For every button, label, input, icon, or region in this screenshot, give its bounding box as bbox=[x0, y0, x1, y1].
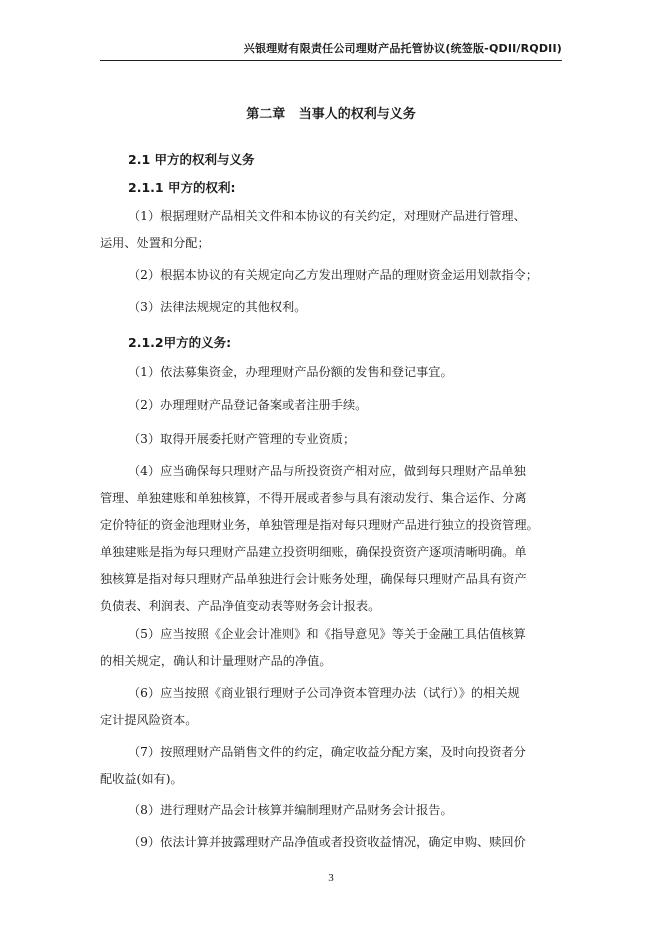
rights-paragraph-3 bbox=[100, 294, 565, 321]
text-line: （4）应当确保每只理财产品与所投资资产相对应，做到每只理财产品单独 bbox=[128, 464, 526, 478]
obligation-paragraph-8 bbox=[100, 797, 565, 824]
text-line: （8）进行理财产品会计核算并编制理财产品财务会计报告。 bbox=[128, 803, 453, 817]
text-line: 独核算是指对每只理财产品单独进行会计账务处理，确保每只理财产品具有资产 bbox=[100, 572, 527, 586]
rights-paragraph-2 bbox=[100, 262, 565, 289]
text-line: （1）依法募集资金，办理理财产品份额的发售和登记事宜。 bbox=[128, 365, 453, 379]
text-line: 运用、处置和分配； bbox=[100, 236, 210, 250]
section-heading-2-1-1: 2.1.1 甲方的权利: bbox=[128, 180, 236, 195]
obligation-paragraph-9 bbox=[100, 829, 565, 856]
text-line: 单独建账是指为每只理财产品建立投资明细账，确保投资资产逐项清晰明确。单 bbox=[100, 545, 527, 559]
section-heading-2-1-2: 2.1.2甲方的义务: bbox=[128, 335, 232, 350]
section-heading-2-1: 2.1 甲方的权利与义务 bbox=[128, 152, 255, 167]
text-line: （7）按照理财产品销售文件的约定，确定收益分配方案，及时向投资者分 bbox=[128, 745, 526, 759]
rights-paragraph-1 bbox=[100, 203, 565, 257]
text-line: 定价特征的资金池理财业务，单独管理是指对每只理财产品进行独立的投资管理。 bbox=[100, 518, 539, 532]
obligation-paragraph-6 bbox=[100, 680, 565, 734]
text-line: （3）取得开展委托财产管理的专业资质； bbox=[128, 432, 356, 446]
obligation-paragraph-3 bbox=[100, 426, 565, 453]
text-line: （2）办理理财产品登记备案或者注册手续。 bbox=[128, 398, 368, 412]
text-line: 配收益(如有)。 bbox=[100, 772, 183, 786]
page-number: 3 bbox=[328, 872, 334, 884]
obligation-paragraph-7 bbox=[100, 739, 565, 793]
obligation-paragraph-4 bbox=[100, 458, 565, 620]
text-line: 负债表、利润表、产品净值变动表等财务会计报表。 bbox=[100, 599, 381, 613]
header-rule bbox=[100, 60, 562, 61]
obligation-paragraph-1 bbox=[100, 359, 565, 386]
obligation-paragraph-2 bbox=[100, 392, 565, 419]
chapter-title: 第二章 当事人的权利与义务 bbox=[246, 107, 416, 122]
text-line: （1）根据理财产品相关文件和本协议的有关约定，对理财产品进行管理、 bbox=[128, 209, 526, 223]
text-line: 定计提风险资本。 bbox=[100, 713, 198, 727]
text-line: （5）应当按照《企业会计准则》和《指导意见》等关于金融工具估值核算 bbox=[128, 627, 526, 641]
obligation-paragraph-5 bbox=[100, 621, 565, 675]
text-line: （2）根据本协议的有关规定向乙方发出理财产品的理财资金运用划款指令； bbox=[128, 268, 538, 282]
text-line: 的相关规定，确认和计量理财产品的净值。 bbox=[100, 654, 332, 668]
text-line: （6）应当按照《商业银行理财子公司净资本管理办法（试行）》的相关规 bbox=[128, 686, 520, 700]
document-header: 兴银理财有限责任公司理财产品托管协议(统签版-QDII/RQDII) bbox=[243, 42, 562, 55]
text-line: 管理、单独建账和单独核算，不得开展或者参与具有滚动发行、集合运作、分离 bbox=[100, 491, 527, 505]
text-line: （3）法律法规规定的其他权利。 bbox=[128, 300, 307, 314]
text-line: （9）依法计算并披露理财产品净值或者投资收益情况，确定申购、赎回价 bbox=[128, 835, 526, 849]
